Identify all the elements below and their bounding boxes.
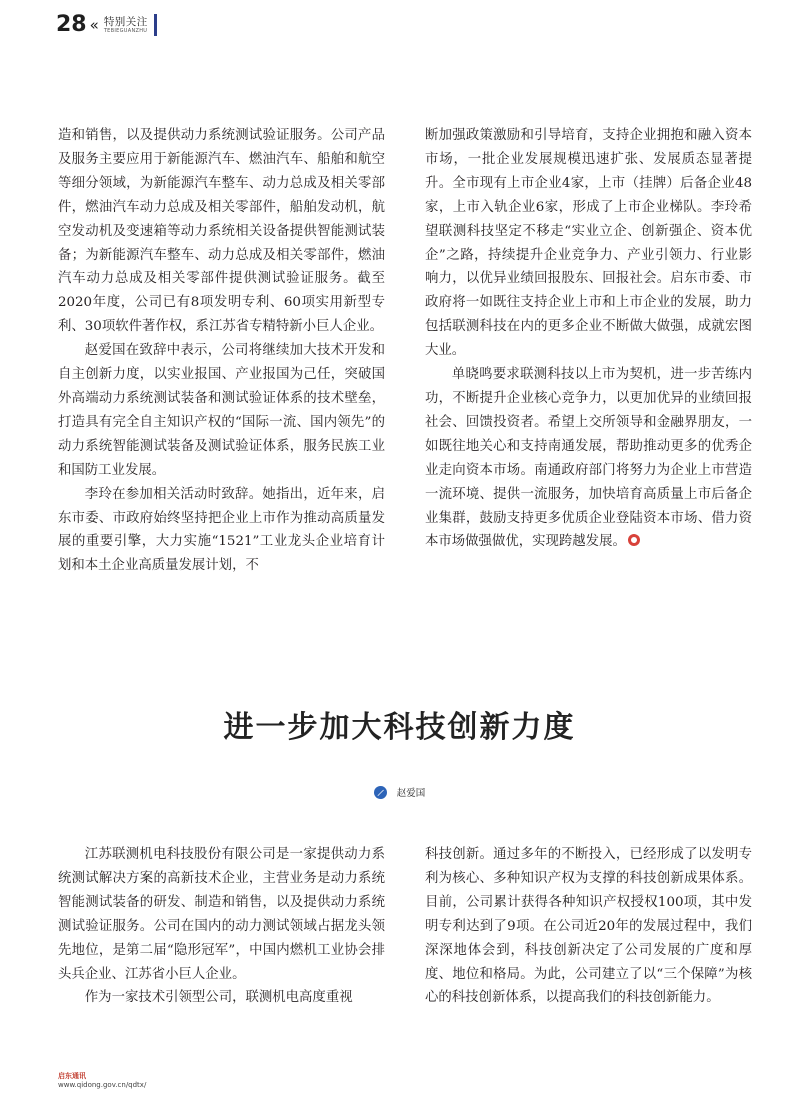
footer-brand: 启东通讯 — [58, 1072, 86, 1080]
article-headline: 进一步加大科技创新力度 — [223, 710, 576, 745]
end-of-article-icon — [628, 534, 640, 546]
author-name: 赵爱国 — [396, 788, 426, 799]
pen-icon — [374, 786, 387, 799]
paragraph: 科技创新。通过多年的不断投入，已经形成了以发明专利为核心、多种知识产权为支撑的科技创新成果体系。目前，公司累计获得各种知识产权授权100项，其中发明专利达到了9项。在公司近20年的发展过程中，我们深深地体会到，科技创新决定了公司发展的广度和厚度、地位和格局。为此，公司建立了以“三个保障”为核心的科技创新体系，以提高我们的科技创新能力。 — [425, 847, 752, 1006]
section-title-cn: 特别关注 — [103, 15, 148, 28]
paragraph-text: 单晓鸣要求联测科技以上市为契机，进一步苦练内功，不断提升企业核心竞争力，以更加优异的业绩回报社会、回馈投资者。希望上交所领导和金融界朋友，一如既往地关心和支持南通发展，帮助推动更多的优秀企业走向资本市场。南通政府部门将努力为企业上市营造一流环境、提供一流服务，加快培育高质量上市后备企业集群，鼓励支持更多优质企业登陆资本市场、借力资本市场做强做优，实现跨越发展。 — [425, 367, 752, 550]
footer-url[interactable]: www.qidong.gov.cn/qdtx/ — [58, 1081, 147, 1089]
page-header — [56, 8, 157, 42]
footer — [58, 1072, 146, 1090]
double-chevron-icon: « — [89, 15, 99, 34]
section-title-pinyin: TEBIEGUANZHU — [103, 27, 148, 34]
pen-icon-glyph — [376, 788, 385, 797]
paragraph: 李玲在参加相关活动时致辞。她指出，近年来，启东市委、市政府始终坚持把企业上市作为推动高质量发展的重要引擎，大力实施“1521”工业龙头企业培育计划和本土企业高质量发展计划，不 — [58, 486, 385, 574]
paragraph: 造和销售，以及提供动力系统测试验证服务。公司产品及服务主要应用于新能源汽车、燃油汽车、船舶和航空等细分领域，为新能源汽车整车、动力总成及相关零部件，燃油汽车动力总成及相关零部件，船舶发动机，航空发动机及变速箱等动力系统相关设备提供智能测试装备；为新能源汽车整车、动力总成及相关零部件，燃油汽车动力总成及相关零部件提供测试验证服务。截至2020年度，公司已有8项发明专利、60项实用新型专利、30项软件著作权，系江苏省专精特新小巨人企业。 — [58, 128, 385, 335]
paragraph: 赵爱国在致辞中表示，公司将继续加大技术开发和自主创新力度，以实业报国、产业报国为己任，突破国外高端动力系统测试装备和测试验证体系的技术壁垒，打造具有完全自主知识产权的“国际一流、国内领先”的动力系统智能测试装备及测试验证体系，服务民族工业和国防工业发展。 — [58, 343, 385, 478]
header-accent-bar — [154, 14, 157, 36]
byline — [0, 785, 799, 799]
top-article-right-column — [425, 124, 752, 554]
section-title — [104, 16, 148, 35]
second-article-right-column — [425, 843, 752, 1010]
top-article-left-column — [58, 124, 385, 578]
paragraph-last — [425, 363, 752, 554]
paragraph: 断加强政策激励和引导培育，支持企业拥抱和融入资本市场，一批企业发展规模迅速扩张、发展质态显著提升。全市现有上市企业4家，上市（挂牌）后备企业48家，上市入轨企业6家，形成了上市企业梯队。李玲希望联测科技坚定不移走“实业立企、创新强企、资本优企”之路，持续提升企业竞争力、产业引领力、行业影响力，以优异业绩回报股东、回报社会。启东市委、市政府将一如既往支持企业上市和上市企业的发展，助力包括联测科技在内的更多企业不断做大做强，成就宏图大业。 — [425, 128, 752, 359]
paragraph: 作为一家技术引领型公司，联测机电高度重视 — [84, 990, 353, 1006]
paragraph: 江苏联测机电科技股份有限公司是一家提供动力系统测试解决方案的高新技术企业，主营业务是动力系统智能测试装备的研发、制造和销售，以及提供动力系统测试验证服务。公司在国内的动力测试领域占据龙头领先地位，是第二届“隐形冠军”，中国内燃机工业协会排头兵企业、江苏省小巨人企业。 — [58, 847, 385, 982]
second-article-left-column — [58, 843, 385, 1010]
page-number: 28 — [56, 12, 87, 37]
